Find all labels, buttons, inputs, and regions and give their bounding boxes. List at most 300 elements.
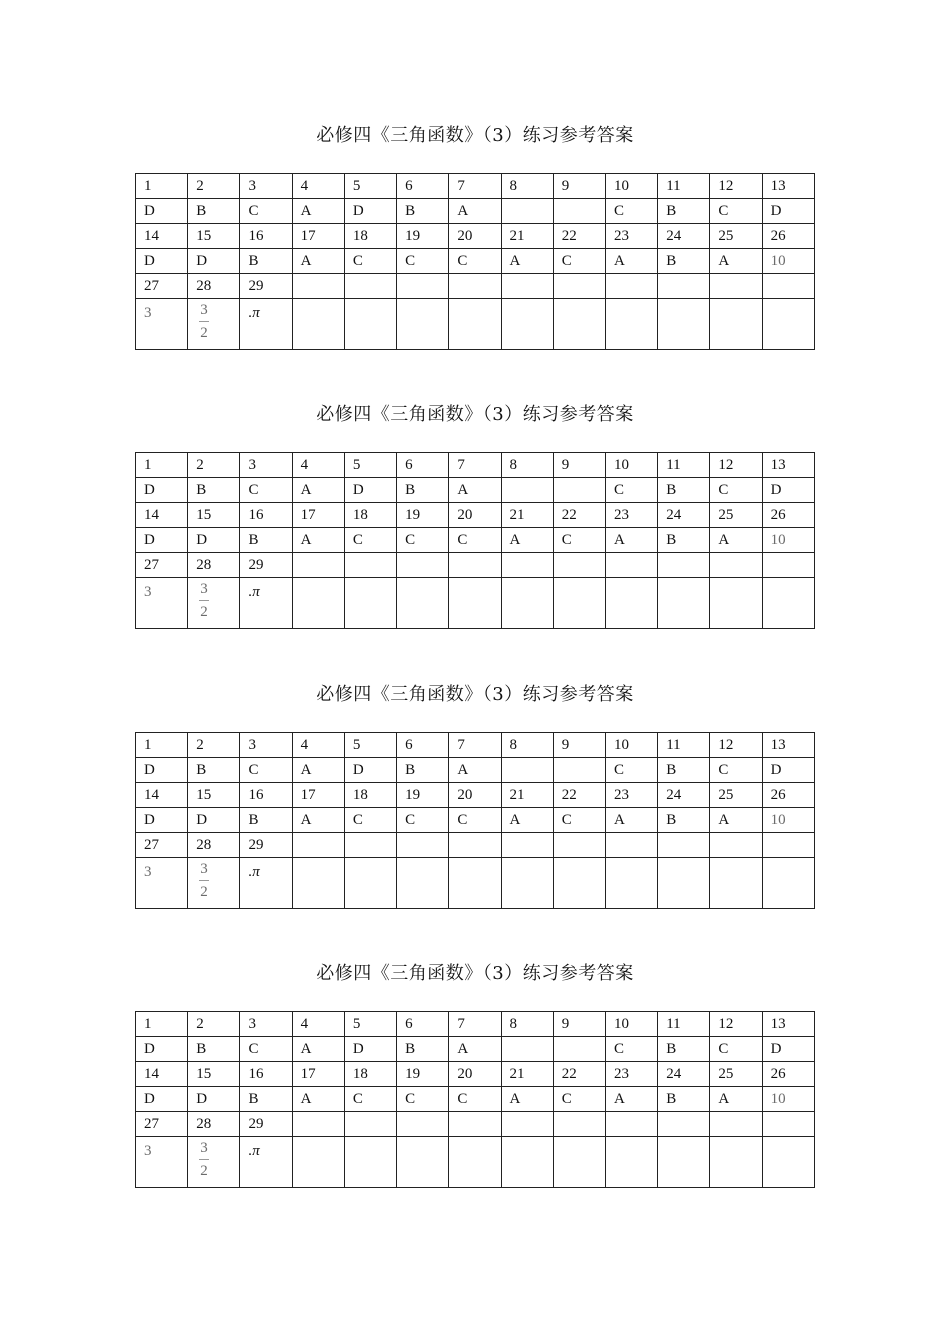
question-number-cell: 25 [710, 224, 762, 249]
table-row [136, 1037, 815, 1062]
answer-table [135, 732, 815, 909]
question-number-cell: 14 [136, 1062, 188, 1087]
answer-cell: B [658, 1037, 710, 1062]
fraction-bar [199, 880, 209, 881]
answer-cell: D [136, 528, 188, 553]
answer-cell: B [188, 478, 240, 503]
question-number-cell: 27 [136, 274, 188, 299]
empty-cell [501, 1112, 553, 1137]
fraction-bar [199, 1159, 209, 1160]
empty-cell [292, 299, 344, 350]
empty-cell [553, 1137, 605, 1188]
table-row [136, 578, 815, 629]
question-number-cell: 14 [136, 224, 188, 249]
answer-cell: A [292, 808, 344, 833]
question-number-cell: 22 [553, 1062, 605, 1087]
answer-cell: B [658, 808, 710, 833]
answer-cell: C [449, 1087, 501, 1112]
empty-cell [292, 1112, 344, 1137]
empty-cell [449, 1112, 501, 1137]
answer-cell: C [344, 808, 396, 833]
question-number-cell: 7 [449, 733, 501, 758]
empty-cell [762, 274, 814, 299]
answer-title: 必修四《三角函数》（3）练习参考答案 [316, 404, 634, 425]
question-number-cell: 22 [553, 224, 605, 249]
empty-cell [658, 1137, 710, 1188]
question-number-cell: 29 [240, 1112, 292, 1137]
question-number-cell: 9 [553, 1012, 605, 1037]
answer-cell: A [292, 1087, 344, 1112]
empty-cell [397, 299, 449, 350]
question-number-cell: 19 [397, 1062, 449, 1087]
empty-cell [658, 578, 710, 629]
empty-cell [762, 858, 814, 909]
question-number-cell: 1 [136, 174, 188, 199]
answer-cell: D [762, 478, 814, 503]
fraction [198, 860, 210, 901]
question-number-cell: 23 [605, 1062, 657, 1087]
answer-cell: 3 [136, 1137, 188, 1188]
empty-cell [762, 553, 814, 578]
answer-title: 必修四《三角函数》（3）练习参考答案 [316, 125, 634, 146]
table-row [136, 503, 815, 528]
empty-cell [710, 274, 762, 299]
empty-cell [658, 299, 710, 350]
answer-cell: C [344, 1087, 396, 1112]
empty-cell [710, 858, 762, 909]
question-number-cell: 26 [762, 224, 814, 249]
empty-cell [605, 833, 657, 858]
empty-cell [397, 858, 449, 909]
table-row [136, 453, 815, 478]
empty-cell [553, 1112, 605, 1137]
answer-cell: C [605, 758, 657, 783]
answer-cell: 10 [762, 528, 814, 553]
table-row [136, 478, 815, 503]
table-row [136, 1087, 815, 1112]
answer-cell: B [397, 478, 449, 503]
question-number-cell: 24 [658, 224, 710, 249]
fraction [198, 301, 210, 342]
table-row [136, 299, 815, 350]
question-number-cell: 10 [605, 453, 657, 478]
answer-cell [553, 758, 605, 783]
table-row [136, 1112, 815, 1137]
answer-cell [501, 1037, 553, 1062]
empty-cell [449, 299, 501, 350]
empty-cell [344, 553, 396, 578]
answer-cell: C [397, 1087, 449, 1112]
question-number-cell: 18 [344, 783, 396, 808]
question-number-cell: 3 [240, 453, 292, 478]
empty-cell [344, 858, 396, 909]
empty-cell [449, 274, 501, 299]
question-number-cell: 1 [136, 453, 188, 478]
empty-cell [397, 578, 449, 629]
question-number-cell: 1 [136, 1012, 188, 1037]
question-number-cell: 10 [605, 733, 657, 758]
answer-cell: C [344, 528, 396, 553]
table-row [136, 274, 815, 299]
answer-cell: .π [240, 578, 292, 629]
answer-cell: A [292, 199, 344, 224]
answer-cell: C [397, 808, 449, 833]
answer-cell: C [397, 249, 449, 274]
question-number-cell: 18 [344, 503, 396, 528]
answer-cell: A [605, 1087, 657, 1112]
answer-cell: C [605, 1037, 657, 1062]
empty-cell [553, 274, 605, 299]
empty-cell [344, 1112, 396, 1137]
question-number-cell: 23 [605, 224, 657, 249]
empty-cell [397, 1137, 449, 1188]
question-number-cell: 8 [501, 733, 553, 758]
fraction-denominator: 2 [200, 1163, 208, 1179]
answer-cell: D [136, 758, 188, 783]
empty-cell [397, 274, 449, 299]
question-number-cell: 29 [240, 274, 292, 299]
answer-cell: 10 [762, 249, 814, 274]
answer-cell: A [710, 249, 762, 274]
answer-cell: C [605, 199, 657, 224]
answer-cell: A [292, 249, 344, 274]
answer-cell: C [710, 1037, 762, 1062]
answer-cell: C [240, 1037, 292, 1062]
answer-cell: C [240, 199, 292, 224]
empty-cell [605, 1137, 657, 1188]
answer-cell: A [292, 528, 344, 553]
empty-cell [344, 578, 396, 629]
question-number-cell: 12 [710, 174, 762, 199]
fraction-bar [199, 600, 209, 601]
answer-cell: D [344, 1037, 396, 1062]
question-number-cell: 21 [501, 224, 553, 249]
answer-cell: .π [240, 858, 292, 909]
empty-cell [397, 833, 449, 858]
question-number-cell: 20 [449, 503, 501, 528]
answer-cell: D [136, 249, 188, 274]
question-number-cell: 10 [605, 1012, 657, 1037]
empty-cell [710, 553, 762, 578]
empty-cell [605, 274, 657, 299]
table-row [136, 1012, 815, 1037]
table-row [136, 858, 815, 909]
answer-cell: D [344, 199, 396, 224]
question-number-cell: 16 [240, 783, 292, 808]
question-number-cell: 2 [188, 1012, 240, 1037]
answer-cell: 10 [762, 1087, 814, 1112]
question-number-cell: 24 [658, 503, 710, 528]
question-number-cell: 23 [605, 783, 657, 808]
answer-cell: D [136, 1087, 188, 1112]
answer-title: 必修四《三角函数》（3）练习参考答案 [316, 963, 634, 984]
answer-cell: D [344, 758, 396, 783]
answer-cell: B [188, 199, 240, 224]
empty-cell [605, 858, 657, 909]
table-row [136, 553, 815, 578]
empty-cell [344, 274, 396, 299]
answer-cell: A [710, 1087, 762, 1112]
empty-cell [344, 299, 396, 350]
answer-cell: D [188, 249, 240, 274]
empty-cell [553, 553, 605, 578]
answer-cell: B [658, 758, 710, 783]
question-number-cell: 29 [240, 553, 292, 578]
empty-cell [658, 553, 710, 578]
question-number-cell: 11 [658, 453, 710, 478]
answer-cell: B [397, 1037, 449, 1062]
empty-cell [292, 1137, 344, 1188]
answer-cell: B [658, 199, 710, 224]
table-row [136, 1062, 815, 1087]
empty-cell [710, 578, 762, 629]
question-number-cell: 23 [605, 503, 657, 528]
question-number-cell: 15 [188, 783, 240, 808]
empty-cell [344, 833, 396, 858]
answer-cell: C [240, 758, 292, 783]
question-number-cell: 7 [449, 453, 501, 478]
empty-cell [449, 1137, 501, 1188]
answer-cell: D [188, 808, 240, 833]
question-number-cell: 12 [710, 733, 762, 758]
question-number-cell: 13 [762, 174, 814, 199]
empty-cell [762, 833, 814, 858]
question-number-cell: 14 [136, 783, 188, 808]
empty-cell [501, 553, 553, 578]
answer-cell: B [240, 1087, 292, 1112]
answer-cell: D [136, 808, 188, 833]
question-number-cell: 9 [553, 453, 605, 478]
question-number-cell: 7 [449, 174, 501, 199]
answer-cell: C [397, 528, 449, 553]
question-number-cell: 12 [710, 453, 762, 478]
question-number-cell: 5 [344, 1012, 396, 1037]
question-number-cell: 20 [449, 224, 501, 249]
empty-cell [605, 1112, 657, 1137]
answer-cell: C [710, 758, 762, 783]
empty-cell [344, 1137, 396, 1188]
empty-cell [449, 833, 501, 858]
question-number-cell: 13 [762, 733, 814, 758]
fraction-bar [199, 321, 209, 322]
empty-cell [501, 274, 553, 299]
answer-cell [553, 199, 605, 224]
question-number-cell: 27 [136, 833, 188, 858]
question-number-cell: 20 [449, 1062, 501, 1087]
answer-cell: B [188, 1037, 240, 1062]
empty-cell [762, 1137, 814, 1188]
answer-cell: A [292, 478, 344, 503]
question-number-cell: 29 [240, 833, 292, 858]
empty-cell [449, 578, 501, 629]
answer-cell: D [344, 478, 396, 503]
question-number-cell: 3 [240, 174, 292, 199]
fraction-numerator: 3 [200, 302, 208, 318]
question-number-cell: 24 [658, 1062, 710, 1087]
empty-cell [292, 274, 344, 299]
answer-cell [553, 1037, 605, 1062]
answer-cell: A [292, 1037, 344, 1062]
question-number-cell: 8 [501, 453, 553, 478]
table-row [136, 174, 815, 199]
answer-cell: C [553, 1087, 605, 1112]
question-number-cell: 25 [710, 503, 762, 528]
question-number-cell: 24 [658, 783, 710, 808]
answer-cell: A [292, 758, 344, 783]
empty-cell [710, 1137, 762, 1188]
table-row [136, 833, 815, 858]
empty-cell [553, 299, 605, 350]
answer-cell: C [553, 249, 605, 274]
empty-cell [553, 833, 605, 858]
answer-cell: A [501, 249, 553, 274]
empty-cell [292, 578, 344, 629]
question-number-cell: 9 [553, 733, 605, 758]
question-number-cell: 27 [136, 1112, 188, 1137]
question-number-cell: 7 [449, 1012, 501, 1037]
question-number-cell: 22 [553, 503, 605, 528]
answer-cell: C [449, 249, 501, 274]
question-number-cell: 27 [136, 553, 188, 578]
answer-cell: B [658, 1087, 710, 1112]
question-number-cell: 4 [292, 174, 344, 199]
table-row [136, 199, 815, 224]
empty-cell [292, 553, 344, 578]
question-number-cell: 4 [292, 453, 344, 478]
fraction-numerator: 3 [200, 861, 208, 877]
answer-cell: 3 [136, 299, 188, 350]
empty-cell [605, 299, 657, 350]
answer-cell: B [658, 249, 710, 274]
empty-cell [501, 299, 553, 350]
answer-cell [501, 758, 553, 783]
answer-cell: A [710, 528, 762, 553]
answer-title: 必修四《三角函数》（3）练习参考答案 [316, 684, 634, 705]
empty-cell [553, 858, 605, 909]
answer-cell: A [449, 478, 501, 503]
question-number-cell: 17 [292, 224, 344, 249]
answer-cell: 3 [136, 858, 188, 909]
question-number-cell: 17 [292, 1062, 344, 1087]
question-number-cell: 3 [240, 1012, 292, 1037]
question-number-cell: 19 [397, 783, 449, 808]
answer-cell-fraction [188, 578, 240, 629]
question-number-cell: 8 [501, 174, 553, 199]
question-number-cell: 21 [501, 503, 553, 528]
question-number-cell: 15 [188, 1062, 240, 1087]
question-number-cell: 11 [658, 1012, 710, 1037]
empty-cell [501, 858, 553, 909]
answer-cell: A [710, 808, 762, 833]
table-row [136, 249, 815, 274]
question-number-cell: 13 [762, 1012, 814, 1037]
question-number-cell: 19 [397, 224, 449, 249]
question-number-cell: 20 [449, 783, 501, 808]
question-number-cell: 6 [397, 733, 449, 758]
empty-cell [710, 1112, 762, 1137]
answer-cell: C [605, 478, 657, 503]
question-number-cell: 9 [553, 174, 605, 199]
answer-cell: B [397, 758, 449, 783]
answer-cell [501, 478, 553, 503]
question-number-cell: 11 [658, 733, 710, 758]
empty-cell [658, 833, 710, 858]
question-number-cell: 1 [136, 733, 188, 758]
empty-cell [762, 578, 814, 629]
answer-cell: D [762, 199, 814, 224]
answer-cell: A [501, 1087, 553, 1112]
table-row [136, 783, 815, 808]
answer-cell: D [136, 478, 188, 503]
question-number-cell: 25 [710, 1062, 762, 1087]
question-number-cell: 16 [240, 1062, 292, 1087]
empty-cell [449, 858, 501, 909]
question-number-cell: 16 [240, 503, 292, 528]
answer-cell: B [188, 758, 240, 783]
question-number-cell: 10 [605, 174, 657, 199]
table-row [136, 808, 815, 833]
table-row [136, 528, 815, 553]
question-number-cell: 28 [188, 833, 240, 858]
question-number-cell: 4 [292, 733, 344, 758]
answer-cell-fraction [188, 858, 240, 909]
answer-cell: D [188, 1087, 240, 1112]
answer-cell: C [553, 528, 605, 553]
empty-cell [449, 553, 501, 578]
answer-cell: C [710, 478, 762, 503]
answer-cell: D [762, 1037, 814, 1062]
question-number-cell: 26 [762, 503, 814, 528]
question-number-cell: 13 [762, 453, 814, 478]
empty-cell [762, 299, 814, 350]
answer-cell: D [188, 528, 240, 553]
answer-cell: .π [240, 1137, 292, 1188]
table-row [136, 1137, 815, 1188]
empty-cell [658, 274, 710, 299]
empty-cell [397, 1112, 449, 1137]
answer-cell: A [449, 199, 501, 224]
question-number-cell: 28 [188, 553, 240, 578]
empty-cell [501, 1137, 553, 1188]
answer-cell: A [605, 808, 657, 833]
answer-table [135, 173, 815, 350]
answer-cell-fraction [188, 1137, 240, 1188]
question-number-cell: 18 [344, 224, 396, 249]
question-number-cell: 15 [188, 503, 240, 528]
answer-cell: .π [240, 299, 292, 350]
answer-cell: D [762, 758, 814, 783]
question-number-cell: 28 [188, 274, 240, 299]
answer-cell: B [240, 249, 292, 274]
question-number-cell: 8 [501, 1012, 553, 1037]
empty-cell [501, 833, 553, 858]
question-number-cell: 5 [344, 174, 396, 199]
question-number-cell: 2 [188, 174, 240, 199]
answer-cell: B [658, 528, 710, 553]
answer-cell: A [449, 758, 501, 783]
answer-cell: C [344, 249, 396, 274]
question-number-cell: 26 [762, 1062, 814, 1087]
question-number-cell: 19 [397, 503, 449, 528]
table-row [136, 224, 815, 249]
answer-cell: D [136, 1037, 188, 1062]
question-number-cell: 21 [501, 783, 553, 808]
question-number-cell: 6 [397, 174, 449, 199]
question-number-cell: 6 [397, 453, 449, 478]
answer-cell: D [136, 199, 188, 224]
empty-cell [658, 1112, 710, 1137]
question-number-cell: 17 [292, 783, 344, 808]
